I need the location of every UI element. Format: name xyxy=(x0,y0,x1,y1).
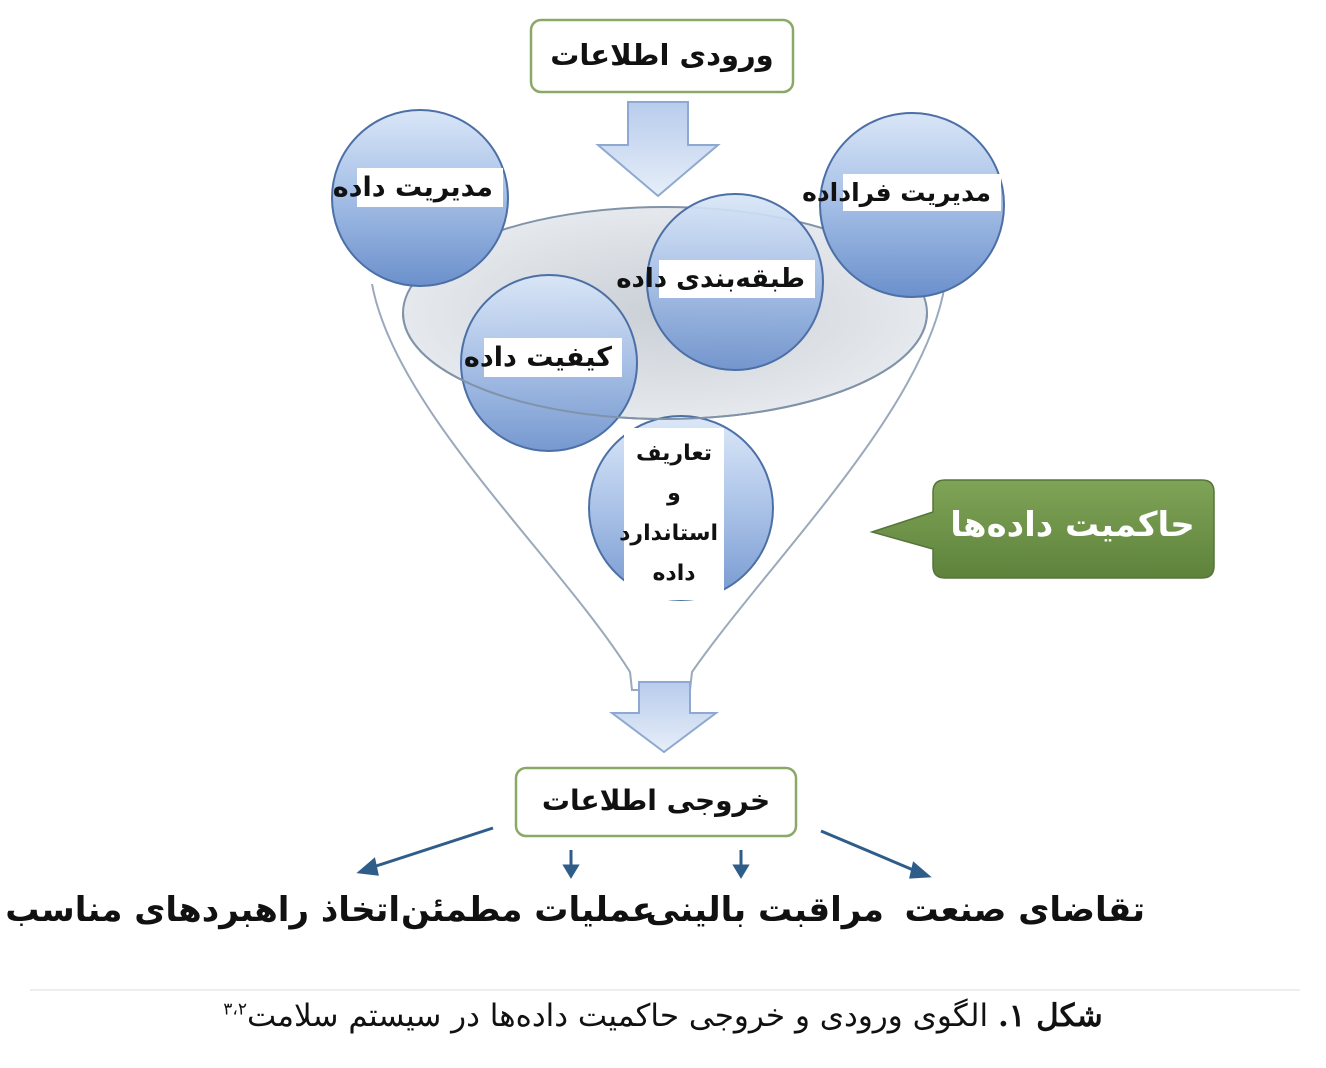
caption-label: شکل ۱. xyxy=(997,998,1103,1034)
definitions-line-2: استاندارد xyxy=(619,521,718,546)
data-quality-label: کیفیت داده xyxy=(484,338,622,377)
output-arrow-icon xyxy=(612,682,716,752)
definitions-line-3: داده xyxy=(652,561,696,586)
arrow-left-head xyxy=(360,860,377,874)
output-appropriate-strategies: اتخاذ راهبردهای مناسب xyxy=(5,890,400,930)
arrow-center-right-head xyxy=(735,866,747,876)
definitions-line-1: تعاریف و xyxy=(635,441,713,506)
callout-label: حاکمیت داده‌ها xyxy=(950,505,1195,545)
output-reliable-operations: عملیات مطمئن xyxy=(401,890,655,930)
data-management-label: مدیریت داده xyxy=(357,168,503,207)
arrow-right-line xyxy=(821,831,918,872)
caption-refs: ۳،۲ xyxy=(223,999,247,1020)
input-arrow-icon xyxy=(598,102,718,196)
figure-caption xyxy=(0,998,1326,1034)
definitions-standards-label xyxy=(619,428,724,600)
output-clinical-care: مراقبت بالینی xyxy=(645,890,884,930)
input-box-label: ورودی اطلاعات xyxy=(550,38,774,72)
metadata-management-label: مدیریت فراداده xyxy=(843,174,1001,211)
arrow-left-line xyxy=(370,828,493,868)
data-classification-label: طبقه‌بندی داده xyxy=(659,260,815,298)
arrow-right-head xyxy=(911,864,928,877)
arrow-center-left-head xyxy=(565,866,577,876)
caption-text: الگوی ورودی و خروجی حاکمیت داده‌ها در سیستم سلامت xyxy=(246,998,989,1034)
output-box-label: خروجی اطلاعات xyxy=(541,784,771,817)
output-industry-demand: تقاضای صنعت xyxy=(904,890,1145,930)
